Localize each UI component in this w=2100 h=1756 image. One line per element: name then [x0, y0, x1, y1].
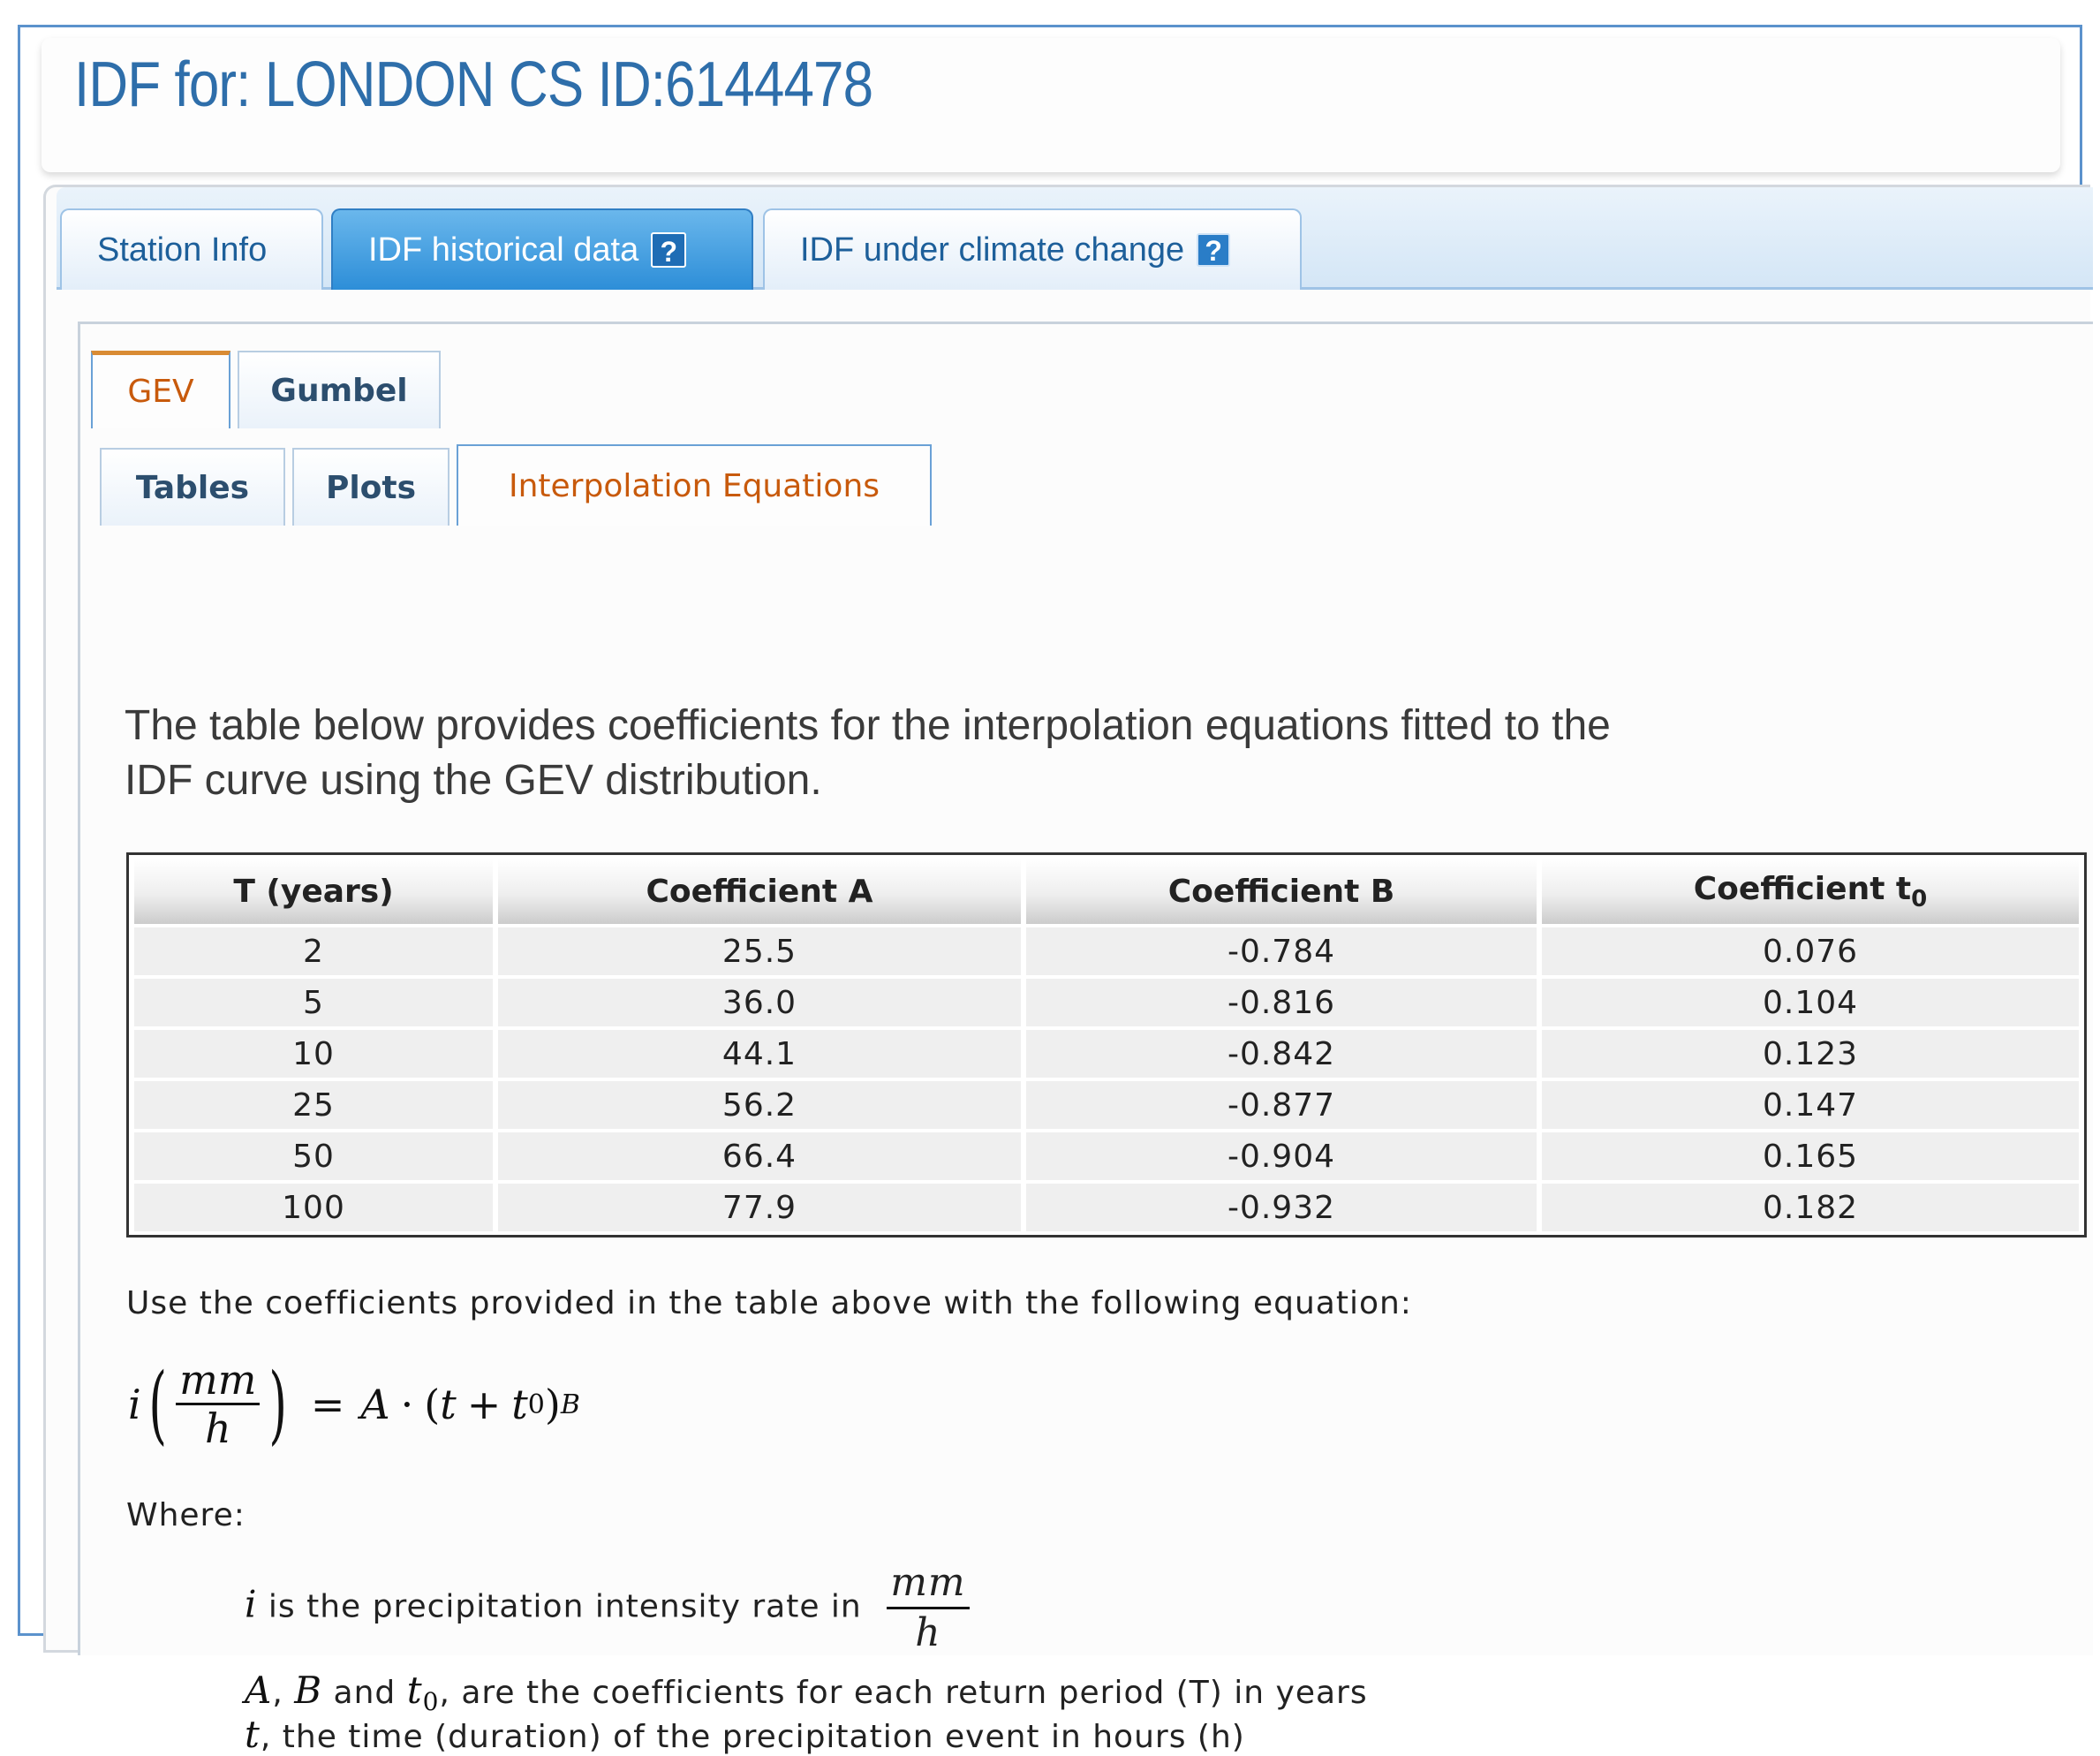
eq-t0-subscript: 0	[527, 1389, 545, 1420]
table-cell: 25.5	[498, 927, 1021, 975]
table-cell: -0.816	[1026, 979, 1537, 1026]
tab-station-info[interactable]	[60, 208, 323, 290]
tab-label: Gumbel	[270, 372, 408, 409]
eq-t0: t	[511, 1381, 528, 1428]
table-cell: -0.842	[1026, 1030, 1537, 1078]
table-row	[134, 1030, 2079, 1078]
table-row	[134, 979, 2079, 1026]
column-header: Coefficient A	[498, 859, 1021, 924]
def-comma: ,	[272, 1675, 295, 1711]
def-a-symbol: A	[245, 1669, 273, 1712]
def-i-text: is the precipitation intensity rate in	[257, 1588, 862, 1625]
page-title: IDF for: LONDON CS ID:6144478	[74, 49, 873, 120]
table-cell: 0.182	[1542, 1184, 2079, 1231]
table-cell: 10	[134, 1030, 493, 1078]
tab-label: Interpolation Equations	[508, 467, 880, 504]
eq-close: )	[544, 1381, 561, 1428]
main-tabbar	[57, 187, 2093, 290]
table-cell: 5	[134, 979, 493, 1026]
def-t-symbol: t	[245, 1713, 261, 1756]
table-cell: 56.2	[498, 1081, 1021, 1129]
column-header: Coefficient $t_0$	[1542, 859, 2079, 924]
eq-t: t	[440, 1381, 457, 1428]
table-cell: 2	[134, 927, 493, 975]
tab-plots[interactable]	[292, 448, 449, 526]
coefficients-table	[126, 852, 2087, 1238]
table-cell: 0.165	[1542, 1132, 2079, 1180]
tab-label: IDF historical data	[368, 231, 639, 269]
help-icon[interactable]: ?	[651, 232, 686, 268]
def-i-symbol: i	[245, 1582, 258, 1626]
tab-label: Tables	[135, 469, 250, 506]
definition-intensity	[245, 1559, 970, 1657]
usage-instruction: Use the coefficients provided in the table above with the following equation:	[126, 1285, 1412, 1321]
tab-idf-climate-change[interactable]	[763, 208, 1302, 290]
subscript: 0	[1911, 885, 1928, 912]
column-header: Coefficient B	[1026, 859, 1537, 924]
table-cell: -0.904	[1026, 1132, 1537, 1180]
where-label: Where:	[126, 1497, 246, 1533]
table-cell: 66.4	[498, 1132, 1021, 1180]
def-numerator: mm	[887, 1559, 969, 1609]
description-text: The table below provides coefficients for the interpolation equations fitted to the IDF curve using the GEV distribution.	[125, 702, 1611, 804]
title-bar	[42, 38, 2060, 172]
tab-label: IDF under climate change	[800, 231, 1185, 269]
eq-open: (	[424, 1381, 441, 1428]
definition-coefficients	[245, 1669, 1368, 1716]
eq-intensity-symbol: i	[128, 1381, 141, 1428]
eq-equals: =	[310, 1381, 345, 1428]
eq-dot: ·	[400, 1381, 414, 1428]
eq-close-paren: )	[268, 1355, 288, 1454]
table-cell: 77.9	[498, 1184, 1021, 1231]
table-cell: -0.877	[1026, 1081, 1537, 1129]
table-row	[134, 1132, 2079, 1180]
eq-exponent-b: B	[560, 1389, 580, 1420]
table-row	[134, 1081, 2079, 1129]
table-cell: 44.1	[498, 1030, 1021, 1078]
eq-numerator: mm	[176, 1359, 260, 1405]
eq-open-paren: (	[148, 1355, 167, 1454]
table-cell: 0.147	[1542, 1081, 2079, 1129]
def-coef-text: , are the coefficients for each return period (T) in years	[439, 1675, 1368, 1711]
table-cell: -0.932	[1026, 1184, 1537, 1231]
tab-label: Plots	[325, 469, 417, 506]
def-t-text: , the time (duration) of the precipitation event in hours (h)	[260, 1719, 1245, 1755]
tab-label: GEV	[127, 374, 194, 410]
table-row	[134, 1184, 2079, 1231]
eq-coef-a: A	[360, 1381, 390, 1428]
tab-gev[interactable]	[91, 351, 230, 428]
table-cell: 50	[134, 1132, 493, 1180]
table-header-row	[134, 859, 2079, 924]
table-cell: -0.784	[1026, 927, 1537, 975]
definition-time	[245, 1713, 1245, 1756]
column-header: T (years)	[134, 859, 493, 924]
tab-idf-historical-data[interactable]	[331, 208, 753, 290]
table-cell: 36.0	[498, 979, 1021, 1026]
eq-plus: +	[466, 1381, 502, 1428]
tab-interpolation-equations[interactable]	[457, 444, 932, 526]
def-unit-fraction	[887, 1559, 969, 1657]
content-panel	[78, 322, 2093, 1756]
table-cell: 0.076	[1542, 927, 2079, 975]
tab-gumbel[interactable]	[238, 351, 441, 428]
tab-tables[interactable]	[100, 448, 285, 526]
table-cell: 25	[134, 1081, 493, 1129]
eq-unit-fraction	[176, 1355, 260, 1452]
app-window	[18, 25, 2082, 1756]
def-t0-symbol: t0	[406, 1669, 440, 1716]
table-cell: 0.123	[1542, 1030, 2079, 1078]
def-denominator: h	[915, 1610, 941, 1655]
outer-panel	[43, 185, 2090, 1756]
table-row	[134, 927, 2079, 975]
table-cell: 100	[134, 1184, 493, 1231]
tab-label: Station Info	[97, 231, 268, 269]
eq-denominator: h	[204, 1404, 231, 1452]
table-cell: 0.104	[1542, 979, 2079, 1026]
def-and: and	[322, 1675, 407, 1711]
def-b-symbol: B	[294, 1669, 323, 1712]
idf-equation	[128, 1347, 580, 1462]
help-icon[interactable]: ?	[1197, 233, 1230, 267]
